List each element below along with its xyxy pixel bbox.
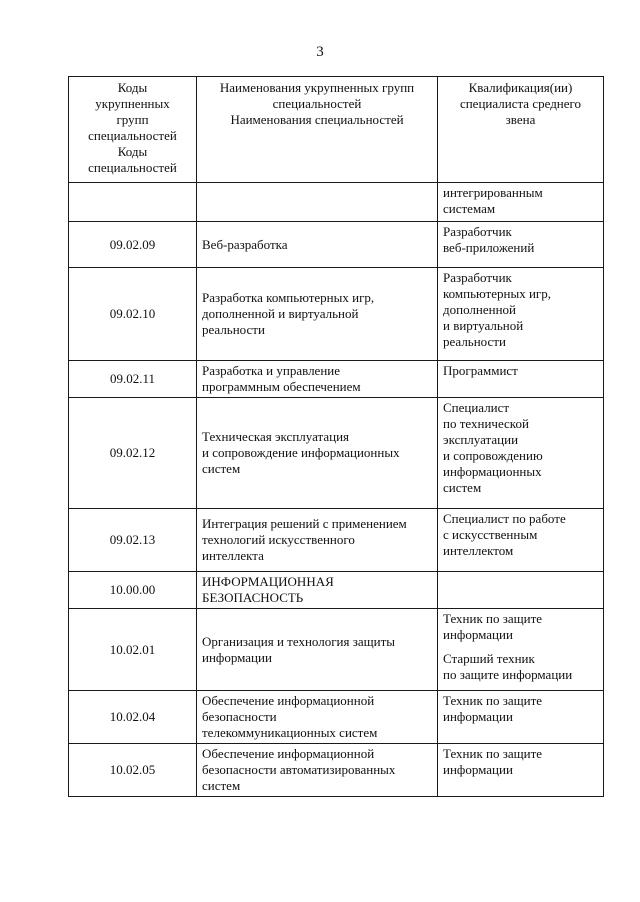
header-names: Наименования укрупненных групп специальностей Наименования специальностей [197, 77, 438, 183]
table-row [69, 398, 604, 509]
row-code: 09.02.10 [69, 268, 197, 361]
row-code: 10.02.04 [69, 691, 197, 744]
table-row [69, 744, 604, 797]
row-name: Веб-разработка [197, 222, 438, 268]
table-row [69, 222, 604, 268]
qualification-line: Техник по защите информации [443, 611, 543, 642]
table-row [69, 268, 604, 361]
qualification-line: Старший техник по защите информации [443, 651, 573, 682]
row-code: 09.02.12 [69, 398, 197, 509]
qualification-gap [443, 643, 598, 651]
row-qualification: Разработчик веб-приложений [438, 222, 604, 268]
table-row [69, 609, 604, 691]
row-qualification: Специалист по технической эксплуатации и сопровождению информационных систем [438, 398, 604, 509]
row-name: Разработка и управление программным обеспечением [197, 361, 438, 398]
row-code: 09.02.09 [69, 222, 197, 268]
row-name: Организация и технология защиты информации [197, 609, 438, 691]
table-row [69, 509, 604, 572]
row-qualification: интегрированным системам [438, 183, 604, 222]
row-code: 10.02.01 [69, 609, 197, 691]
table-header-row [69, 77, 604, 183]
row-qualification: Техник по защите информации [438, 691, 604, 744]
row-qualification: Специалист по работе с искусственным интеллектом [438, 509, 604, 572]
row-name: Интеграция решений с применением технологий искусственного интеллекта [197, 509, 438, 572]
row-code: 10.02.05 [69, 744, 197, 797]
header-qualification: Квалификация(ии) специалиста среднего звена [438, 77, 604, 183]
row-qualification: Разработчик компьютерных игр, дополненной и виртуальной реальности [438, 268, 604, 361]
specialties-table [68, 76, 604, 797]
row-code [69, 183, 197, 222]
table-row-group [69, 572, 604, 609]
row-qualification [438, 572, 604, 609]
row-code: 09.02.13 [69, 509, 197, 572]
row-name: Разработка компьютерных игр, дополненной и виртуальной реальности [197, 268, 438, 361]
table-row [69, 361, 604, 398]
row-qualification [438, 609, 604, 691]
row-name: Обеспечение информационной безопасности телекоммуникационных систем [197, 691, 438, 744]
row-name [197, 183, 438, 222]
table-row [69, 183, 604, 222]
row-code: 10.00.00 [69, 572, 197, 609]
page-number: 3 [316, 44, 324, 60]
row-name: Обеспечение информационной безопасности автоматизированных систем [197, 744, 438, 797]
row-name: ИНФОРМАЦИОННАЯ БЕЗОПАСНОСТЬ [197, 572, 438, 609]
table-row [69, 691, 604, 744]
row-qualification: Техник по защите информации [438, 744, 604, 797]
header-codes: Коды укрупненных групп специальностей Коды специальностей [69, 77, 197, 183]
row-qualification: Программист [438, 361, 604, 398]
row-code: 09.02.11 [69, 361, 197, 398]
row-name: Техническая эксплуатация и сопровождение информационных систем [197, 398, 438, 509]
